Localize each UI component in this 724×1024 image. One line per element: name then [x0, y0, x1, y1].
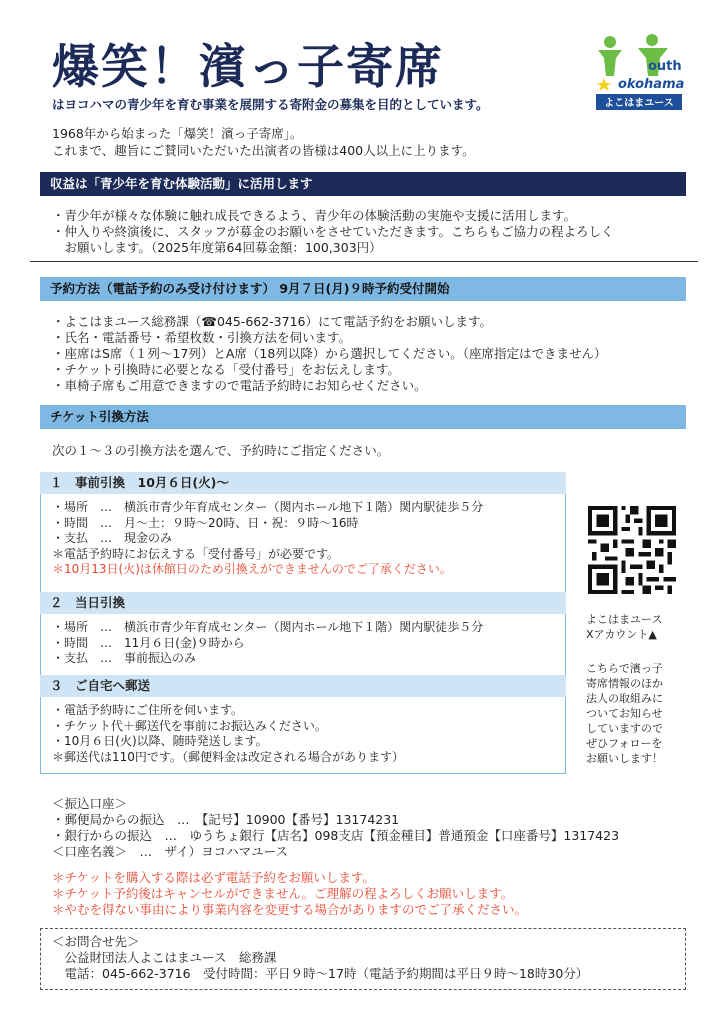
svg-text:よこはまユース: よこはまユース: [604, 98, 674, 109]
proceeds-text: ・青少年が様々な体験に触れ成長できるよう、青少年の体験活動の実施や支援に活用します。 ・仲入りや終演後に、スタッフが募金のお願いをさせていただきます。こちらもご協力の程よろしく お願いします。（2025年度第64回募金額：100,303円）: [52, 208, 614, 255]
closed-day-note: ＊10月13日(火)は休館日のため引換えができませんのでご了承ください。: [52, 562, 452, 576]
follow-message: こちらで濱っ子 寄席情報のほか 法人の取組みに ついてお知らせ していますので ぜひフォローを お願いします！: [586, 662, 663, 765]
contact-text: ＜お問合せ先＞ 公益財団法人よこはまユース 総務課 電話：045-662-3716 受付時間：平日９時～17時（電話予約期間は平日９時～18時30分）: [52, 934, 589, 981]
method-1-heading: １ 事前引換 10月６日(火)～: [40, 472, 566, 494]
intro-text: 1968年から始まった「爆笑！濱っ子寄席」。 これまで、趣旨にご賛同いただいた出演者の皆様は400人以上に上ります。: [52, 126, 475, 158]
bank-info: ＜振込口座＞ ・郵便局からの振込 … 【記号】10900【番号】13174231 ・銀行からの振込 … ゆうちょ銀行【店名】098支店【預金種目】普通預金【口座番号】1317423 ＜口座名義＞ … ザイ）ヨコハマユース: [52, 796, 620, 859]
divider: [30, 261, 698, 262]
notices: ＊チケットを購入する際は必ず電話予約をお願いします。 ＊チケット予約後はキャンセルができません。ご理解の程よろしくお願いします。 ＊やむを得ない事由により事業内容を変更する場合がありますのでご了承ください。: [52, 870, 528, 917]
reservation-text: ・よこはまユース総務課（☎045-662-3716）にて電話予約をお願いします。 ・氏名・電話番号・希望枚数・引換方法を伺います。 ・座席はS席（１列～17列）とA席（18列以降）から選択してください。（座席指定はできません） ・チケット引換時に必要となる「受付番号」をお伝えします。 ・車椅子席もご用意できますので電話予約時にお知らせください。: [52, 314, 607, 393]
ticket-intro: 次の１～３の引換方法を選んで、予約時にご指定ください。: [52, 443, 390, 458]
qr-caption: よこはまユース Xアカウント▲: [586, 613, 663, 641]
proceeds-heading: 収益は「青少年を育む体験活動」に活用します: [40, 172, 686, 196]
page-title: 爆笑！濱っ子寄席: [52, 40, 444, 95]
svg-text:outh: outh: [648, 59, 682, 74]
method-2-heading: ２ 当日引換: [40, 592, 566, 614]
youth-yokohama-logo: [590, 30, 686, 114]
svg-text:okohama: okohama: [618, 77, 685, 92]
method-3-text: ・電話予約時にご住所を伺います。 ・チケット代＋郵送代を事前にお振込みください。 ・10月６日(火)以降、随時発送します。 ＊郵送代は110円です。（郵便料金は改定される場合があります）: [52, 703, 404, 764]
method-3-heading: ３ ご自宅へ郵送: [40, 675, 566, 697]
method-2-text: ・場所 … 横浜市青少年育成センター（関内ホール地下１階）関内駅徒歩５分 ・時間 … 11月６日(金)９時から ・支払 … 事前振込のみ: [52, 620, 484, 665]
reservation-heading: 予約方法（電話予約のみ受け付けます） 9月７日(月)９時予約受付開始: [40, 277, 686, 301]
x-account-qr-code[interactable]: [588, 506, 676, 594]
method-1-text: ・場所 … 横浜市青少年育成センター（関内ホール地下１階）関内駅徒歩５分 ・時間 … 月～土：９時～20時、日・祝：９時～16時 ・支払 … 現金のみ ＊電話予約時にお伝えする「受付番号」が必要です。 ＊10月13日(火)は休館日のため引換えができませんのでご了承ください。: [52, 500, 484, 576]
page-subtitle: はヨコハマの青少年を育む事業を展開する寄附金の募集を目的としています。: [52, 97, 489, 112]
ticket-heading: チケット引換方法: [40, 405, 686, 429]
